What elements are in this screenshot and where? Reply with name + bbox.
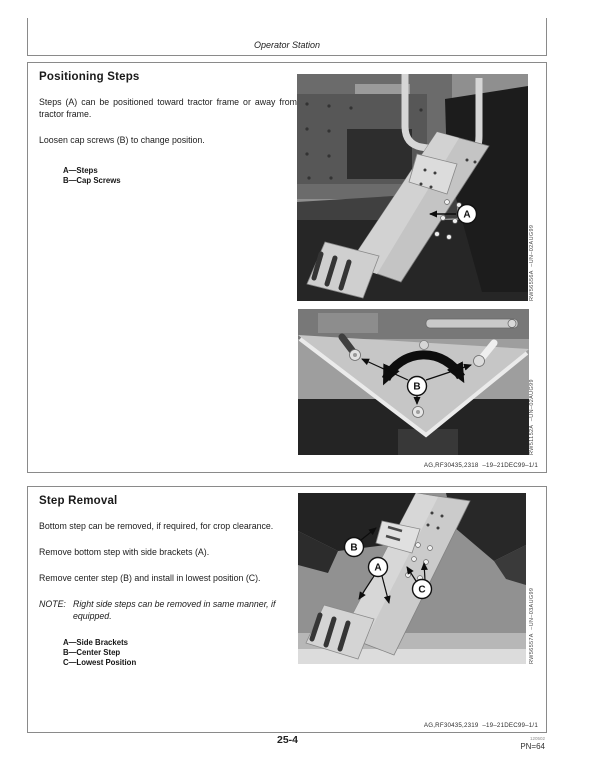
note-label: NOTE:	[39, 599, 66, 609]
section2-legend	[63, 638, 297, 668]
section1-legend	[63, 166, 297, 186]
print-date-code: 120502	[529, 736, 545, 741]
figure3-imprint: RW56557A –UN–03AUG99	[529, 587, 535, 664]
section2-caption: AG,RF30435,2319 –19–21DEC99–1/1	[423, 722, 538, 729]
section2-paragraph: Remove bottom step with side brackets (A).	[39, 547, 210, 557]
page-number: 25-4	[276, 734, 298, 746]
figure-step-removal-photo	[298, 493, 526, 664]
legend-item-a: A—Steps	[63, 166, 98, 175]
callout-a-letter: A	[463, 209, 471, 221]
section2-note	[39, 598, 297, 622]
section2-paragraph: Bottom step can be removed, if required, for crop clearance.	[39, 521, 274, 531]
steps-photo-illustration	[297, 74, 528, 301]
running-header-title: Operator Station	[253, 40, 321, 50]
section-positioning-steps	[27, 62, 547, 473]
cap-screws-illustration	[298, 309, 529, 455]
section1-paragraph: Steps (A) can be positioned toward tractor frame or away from tractor frame.	[39, 97, 297, 119]
section2-text-column	[39, 495, 297, 668]
figure-steps-photo	[297, 74, 528, 301]
pn-number: PN=64	[520, 742, 545, 751]
section-step-removal	[27, 486, 547, 733]
legend-item-c: C—Lowest Position	[63, 658, 137, 667]
callout-b-letter: B	[413, 381, 421, 393]
figure2-imprint: RW51152A –UN–02AUG99	[529, 379, 535, 455]
section2-title: Step Removal	[39, 495, 118, 507]
section1-caption: AG,RF30435,2318 –19–21DEC99–1/1	[423, 462, 538, 469]
section1-paragraph: Loosen cap screws (B) to change position.	[39, 135, 205, 145]
callout-c-letter: C	[418, 584, 426, 596]
legend-item-b: B—Cap Screws	[63, 176, 121, 185]
callout-a-letter: A	[374, 562, 382, 574]
callout-b-letter: B	[350, 542, 358, 554]
section2-paragraph: Remove center step (B) and install in lowest position (C).	[39, 573, 261, 583]
legend-item-a: A—Side Brackets	[63, 638, 129, 647]
note-text: Right side steps can be removed in same manner, if equipped.	[73, 599, 276, 621]
figure-cap-screws-photo	[298, 309, 529, 455]
running-header	[27, 18, 547, 56]
section1-title: Positioning Steps	[39, 71, 140, 83]
step-removal-illustration	[298, 493, 526, 664]
figure1-imprint: RW56556A –UN–02AUG99	[529, 224, 535, 301]
legend-item-b: B—Center Step	[63, 648, 121, 657]
section1-text-column	[39, 71, 297, 186]
